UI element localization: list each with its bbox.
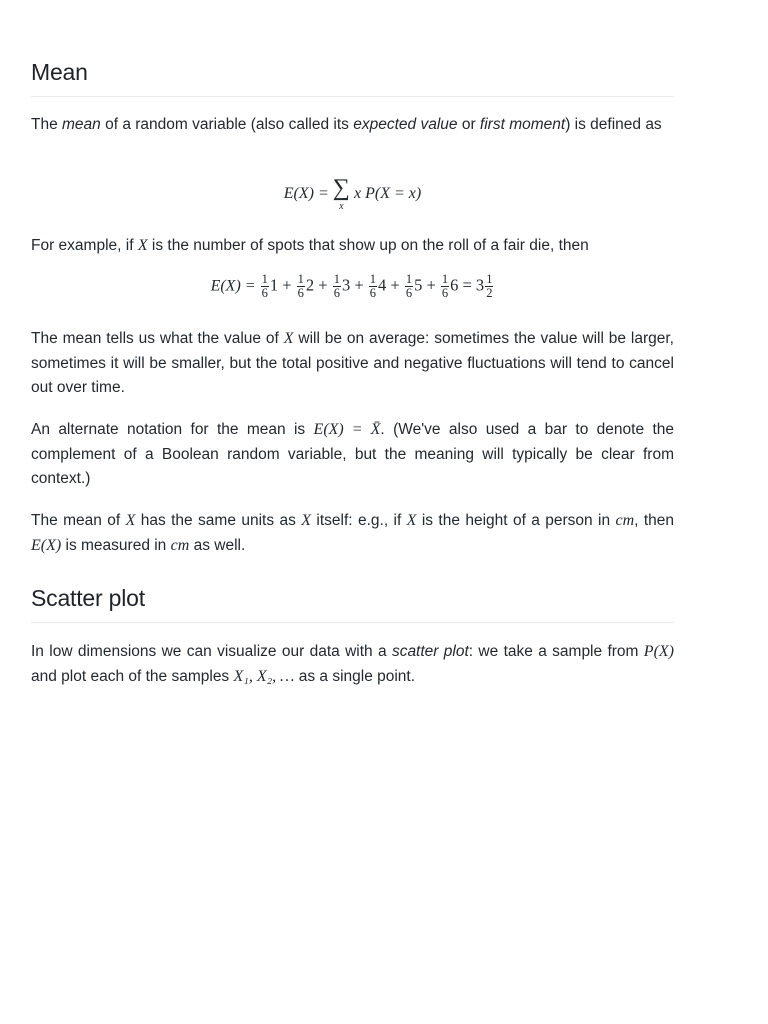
emphasis-expected-value: expected value (353, 116, 458, 133)
fraction-numerator: 1 (369, 272, 376, 286)
section-heading-mean: Mean (31, 59, 674, 97)
fraction-denominator: 6 (441, 286, 449, 300)
fraction-denominator: 6 (405, 286, 413, 300)
equation-lhs: E(X) = (283, 184, 333, 202)
fraction-one-half (485, 273, 493, 300)
fraction-one-sixth (261, 273, 269, 300)
fraction-one-sixth (297, 273, 305, 300)
fraction-denominator: 6 (369, 286, 376, 300)
fraction-denominator: 2 (486, 286, 493, 300)
fraction-one-sixth (441, 273, 449, 300)
text-span: is measured in (61, 536, 171, 554)
text-span: as well. (189, 536, 246, 554)
math-inline: X (283, 330, 294, 347)
text-span: The mean tells us what the value of (31, 330, 284, 347)
text-span: is the number of spots that show up on the roll of a fair die, then (147, 237, 589, 254)
text-span: has the same units as (135, 512, 302, 529)
text-span: An alternate notation for the mean is (31, 421, 314, 438)
equation-term: 2 + (305, 275, 328, 295)
text-span: : we take a sample from (468, 643, 644, 660)
equation-lhs: E(X) = (210, 277, 260, 295)
mean-interpretation-paragraph (31, 327, 674, 401)
text-span: , then (634, 512, 675, 529)
math-inline: X (301, 512, 312, 529)
math-inline: cm (170, 536, 190, 554)
math-inline: cm (615, 512, 635, 529)
math-inline: P(X) (643, 643, 674, 660)
fraction-numerator: 1 (441, 272, 449, 286)
math-inline: E(X) (31, 536, 62, 554)
math-inline: X (406, 512, 417, 529)
math-inline: X₁, X₂, … (233, 667, 295, 685)
fraction-denominator: 6 (261, 286, 268, 300)
scatter-plot-paragraph (31, 640, 674, 689)
text-span: For example, if (31, 237, 138, 254)
fraction-one-sixth (333, 273, 341, 300)
text-span: The (31, 116, 63, 133)
equation-rhs: x P(X = x) (354, 184, 422, 202)
fraction-numerator: 1 (405, 272, 413, 286)
section-heading-scatter-plot: Scatter plot (31, 585, 674, 623)
equation-die-expectation (31, 273, 674, 300)
text-span: of a random variable (also called its (100, 116, 354, 133)
text-span: and plot each of the samples (31, 667, 234, 685)
text-span: In low dimensions we can visualize our data with a (31, 643, 392, 660)
math-inline: X (137, 237, 148, 254)
math-inline: E(X) = X̄ (313, 421, 381, 438)
equation-mean-definition (31, 176, 674, 212)
equation-term: 3 + (341, 275, 364, 295)
emphasis-scatter-plot: scatter plot (391, 643, 469, 660)
mean-units-paragraph (31, 509, 674, 558)
equation-term: 5 + (414, 275, 436, 295)
equation-term: 6 = 3 (450, 275, 485, 295)
text-span: or (457, 116, 480, 133)
sigma-glyph: ∑ (332, 175, 350, 201)
summation-symbol (333, 176, 350, 212)
fraction-numerator: 1 (261, 272, 268, 286)
fraction-denominator: 6 (333, 286, 340, 300)
fraction-numerator: 1 (297, 272, 304, 286)
equation-term: 1 + (269, 275, 292, 295)
summation-index: x (339, 201, 344, 212)
alternate-notation-paragraph (31, 418, 674, 492)
text-span: is the height of a person in (416, 512, 616, 529)
text-span: will be on average: sometimes the value will be larger, sometimes it will be smaller, but the total positive and negative fluctuations will tend to cancel out over time. (31, 330, 674, 397)
fraction-numerator: 1 (333, 272, 340, 286)
mean-definition-paragraph (31, 113, 674, 138)
text-span: . (We've also used a bar to denote the complement of a Boolean random variable, but the meaning will typically be clear from context.) (31, 421, 674, 488)
text-span: The mean of (31, 512, 126, 529)
text-span: ) is defined as (565, 116, 662, 133)
fraction-one-sixth (405, 273, 413, 300)
die-example-paragraph (31, 234, 674, 259)
fraction-numerator: 1 (486, 272, 493, 286)
emphasis-first-moment: first moment (479, 116, 566, 133)
equation-term: 4 + (378, 275, 400, 295)
fraction-denominator: 6 (297, 286, 304, 300)
emphasis-mean: mean (62, 116, 101, 133)
text-span: itself: e.g., if (311, 512, 407, 529)
fraction-one-sixth (369, 273, 377, 300)
math-inline: X (125, 512, 136, 529)
text-span: as a single point. (294, 667, 416, 685)
